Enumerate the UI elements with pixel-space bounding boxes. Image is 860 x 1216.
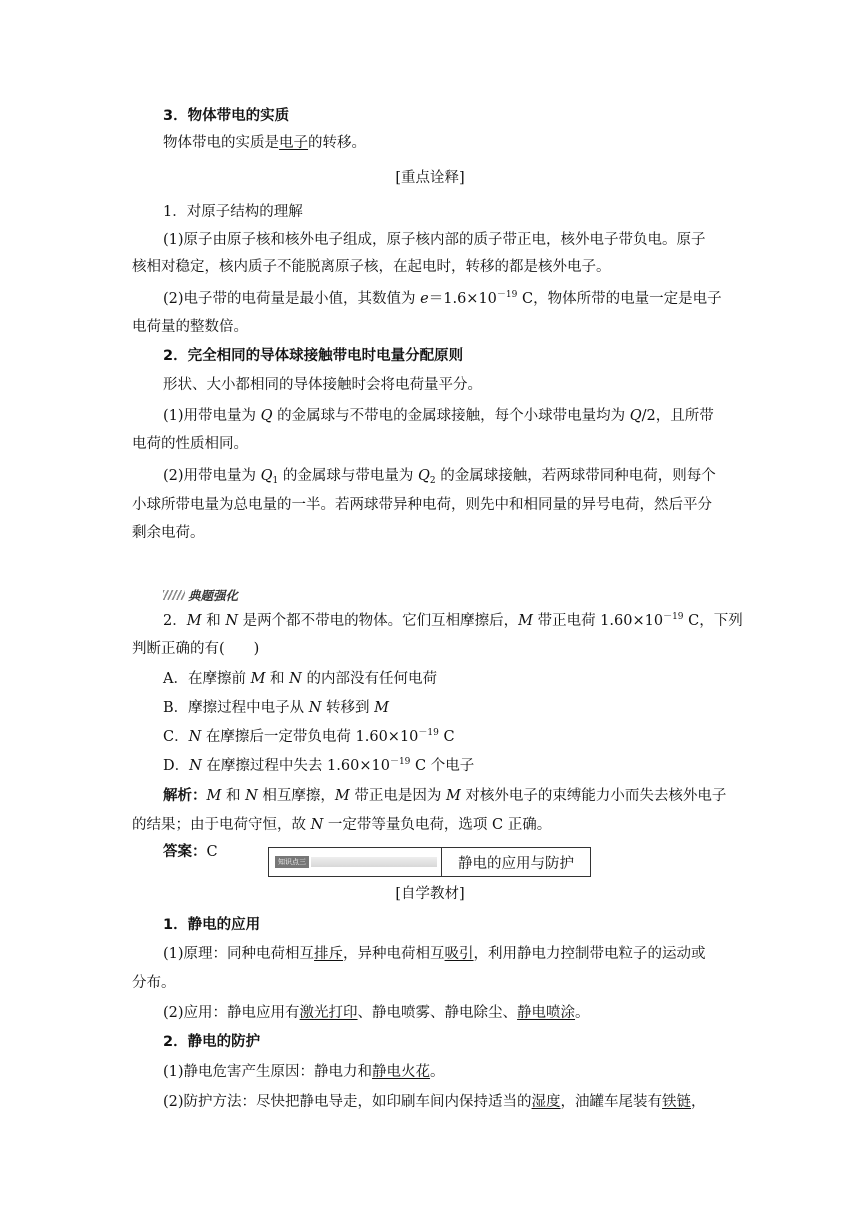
paragraph-distribution-intro: 形状、大小都相同的导体接触时会将电荷量平分。 [163, 377, 482, 393]
paragraph-hazard-cause: (1)静电危害产生原因：静电力和静电火花。 [163, 1064, 445, 1080]
knowledge-point-title: 静电的应用与防护 [458, 855, 574, 872]
self-study-title: [自学教材] [395, 886, 465, 902]
paragraph-distribution-2-line2: 小球所带电量为总电量的一半。若两球带异种电荷，则先中和相同量的异号电荷，然后平分 [132, 497, 712, 513]
question-stem-line2: 判断正确的有( ) [132, 641, 260, 657]
paragraph-atom-2-line1: (2)电子带的电荷量是最小值，其数值为 $e=1.6\times 10^{-19}$ C，物体所带的电量一定是电子 [163, 290, 722, 307]
option-b: B．摩擦过程中电子从 N 转移到 M [163, 700, 390, 716]
knowledge-point-tag-cell [269, 848, 442, 876]
question-stem-line1: 2．M 和 N 是两个都不带电的物体。它们互相摩擦后，M 带正电荷 $1.60\times 10^{-19}$ C，下列 [163, 612, 743, 629]
knowledge-point-tag: 知识点三 [275, 856, 309, 868]
section-heading-essence: 3．物体带电的实质 [163, 108, 290, 124]
section-heading-charge-distribution: 2．完全相同的导体球接触带电时电量分配原则 [163, 348, 464, 364]
paragraph-principle-line1: (1)原理：同种电荷相互排斥，异种电荷相互吸引，利用静电力控制带电粒子的运动或 [163, 946, 706, 962]
option-c: C．N 在摩擦后一定带负电荷 $1.60\times 10^{-19}$ C [163, 728, 455, 745]
section-heading-protection: 2．静电的防护 [163, 1034, 261, 1050]
slash-decoration-icon [163, 590, 185, 600]
tag-bar-decoration [311, 857, 437, 867]
option-d: D．N 在摩擦过程中失去 $1.60\times 10^{-19}$ C 个电子 [163, 757, 475, 774]
paragraph-essence: 物体带电的实质是电子的转移。 [163, 135, 366, 151]
paragraph-distribution-1-line2: 电荷的性质相同。 [132, 436, 248, 452]
paragraph-uses: (2)应用：静电应用有激光打印、静电喷雾、静电除尘、静电喷涂。 [163, 1005, 590, 1021]
subheading-atom-structure: 1．对原子结构的理解 [163, 204, 303, 220]
example-label: 典题强化 [188, 588, 239, 603]
paragraph-atom-2-line2: 电荷量的整数倍。 [132, 319, 248, 335]
analysis-line1: 解析：M 和 N 相互摩擦，M 带正电是因为 M 对核外电子的束缚能力小而失去核外电子 [163, 788, 727, 804]
paragraph-distribution-1-line1: (1)用带电量为 Q 的金属球与不带电的金属球接触，每个小球带电量均为 Q/2，且所带 [163, 408, 714, 424]
paragraph-distribution-2-line3: 剩余电荷。 [132, 525, 205, 541]
analysis-line2: 的结果；由于电荷守恒，故 N 一定带等量负电荷，选项 C 正确。 [132, 817, 552, 833]
paragraph-principle-line2: 分布。 [132, 975, 176, 991]
knowledge-point-box [268, 847, 591, 877]
example-section-marker [163, 586, 238, 604]
paragraph-atom-1-line2: 核相对稳定，核内质子不能脱离原子核，在起电时，转移的都是核外电子。 [132, 259, 611, 275]
section-heading-applications: 1．静电的应用 [163, 917, 261, 933]
option-a: A．在摩擦前 M 和 N 的内部没有任何电荷 [163, 671, 437, 687]
paragraph-atom-1-line1: (1)原子由原子核和核外电子组成，原子核内部的质子带正电，核外电子带负电。原子 [163, 232, 706, 248]
answer-line: 答案：C [163, 844, 218, 860]
paragraph-distribution-2-line1: (2)用带电量为 $Q_1$ 的金属球与带电量为 $Q_2$ 的金属球接触，若两球带同种电荷，则每个 [163, 468, 716, 486]
key-points-title: [重点诠释] [395, 170, 465, 186]
paragraph-protection-method: (2)防护方法：尽快把静电导走，如印刷车间内保持适当的湿度，油罐车尾装有铁链， [163, 1094, 706, 1110]
